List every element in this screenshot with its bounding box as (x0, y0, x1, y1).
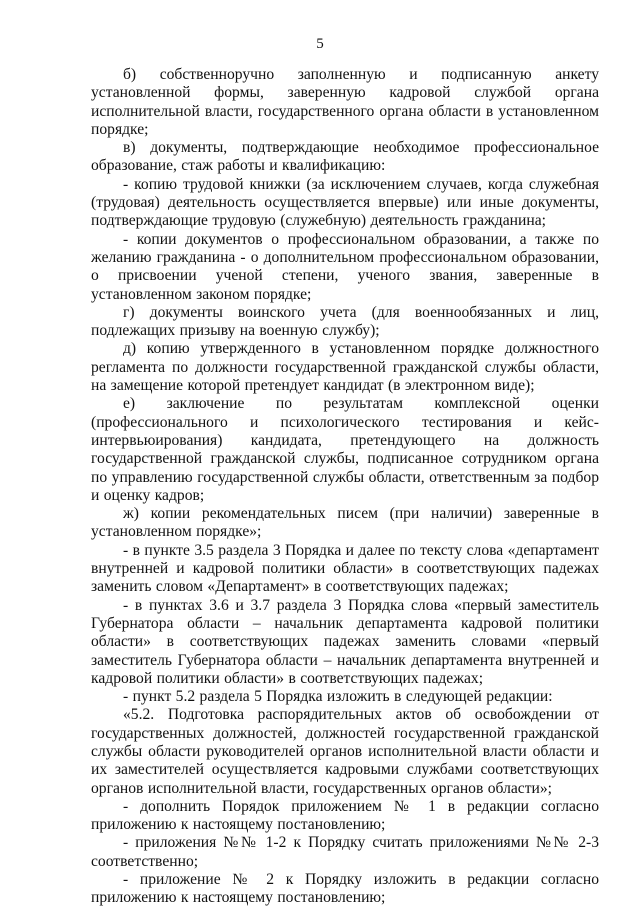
paragraph-clause-3-5: - в пункте 3.5 раздела 3 Порядка и далее по тексту слова «департамент внутренней и кадровой политики области» в соответствующих падежах заменить словом «Департамент» в соответствующих падежах; (91, 541, 599, 596)
paragraph-renumber-appendices: - приложения №№ 1-2 к Порядку считать приложениями №№ 2-3 соответственно; (91, 834, 599, 870)
document-body (91, 66, 599, 908)
paragraph-education-copies: - копии документов о профессиональном образовании, а также по желанию гражданина - о дополнительном профессиональном образовании, о присвоении ученой степени, ученого звания, заверенные в установленном законом порядке; (91, 230, 599, 303)
paragraph-e-assessment-conclusion: е) заключение по результатам комплексной оценки (профессионального и психологического тестирования и кейс-интервьюирования) кандидата, претендующего на должность государственной гражданской службы, подписанное сотрудником органа по управлению государственной службы области, ответственным за подбор и оценку кадров; (91, 395, 599, 504)
paragraph-appendix-2-edition: - приложение № 2 к Порядку изложить в редакции согласно приложению к настоящему постановлению; (91, 871, 599, 907)
paragraph-zh-recommendation-letters: ж) копии рекомендательных писем (при наличии) заверенные в установленном порядке»; (91, 505, 599, 541)
paragraph-work-book-copy: - копию трудовой книжки (за исключением случаев, когда служебная (трудовая) деятельность осуществляется впервые) или иные документы, подтверждающие трудовую (служебную) деятельность гражданина; (91, 175, 599, 230)
paragraph-clauses-3-6-3-7: - в пунктах 3.6 и 3.7 раздела 3 Порядка слова «первый заместитель Губернатора области – начальник департамента кадровой политики области» в соответствующих падежах заменить словами «первый заместитель Губернатора области – начальник департамента внутренней и кадровой политики области» в соответствующих падежах; (91, 596, 599, 687)
paragraph-v-education-documents: в) документы, подтверждающие необходимое профессиональное образование, стаж работы и квалификацию: (91, 139, 599, 175)
paragraph-add-appendix-1: - дополнить Порядок приложением № 1 в редакции согласно приложению к настоящему постановлению; (91, 797, 599, 834)
paragraph-g-military-records: г) документы воинского учета (для военнообязанных и лиц, подлежащих призыву на военную службу); (91, 303, 599, 340)
paragraph-clause-5-2-text: «5.2. Подготовка распорядительных актов об освобождении от государственных должностей, должностей государственной гражданской службы области руководителей органов исполнительной власти области и их заместителей осуществляется кадровыми службами соответствующих органов исполнительной власти, государственных органов области»; (91, 706, 599, 797)
paragraph-b-questionnaire: б) собственноручно заполненную и подписанную анкету установленной формы, заверенную кадровой службой органа исполнительной власти, государственного органа области в установленном порядке; (91, 66, 599, 138)
page-number: 5 (316, 36, 324, 52)
paragraph-d-job-regulation: д) копию утвержденного в установленном порядке должностного регламента по должности государственной гражданской службы области, на замещение которой претендует кандидат (в электронном виде); (91, 340, 599, 395)
paragraph-clause-5-2-intro: - пункт 5.2 раздела 5 Порядка изложить в следующей редакции: (123, 688, 553, 706)
